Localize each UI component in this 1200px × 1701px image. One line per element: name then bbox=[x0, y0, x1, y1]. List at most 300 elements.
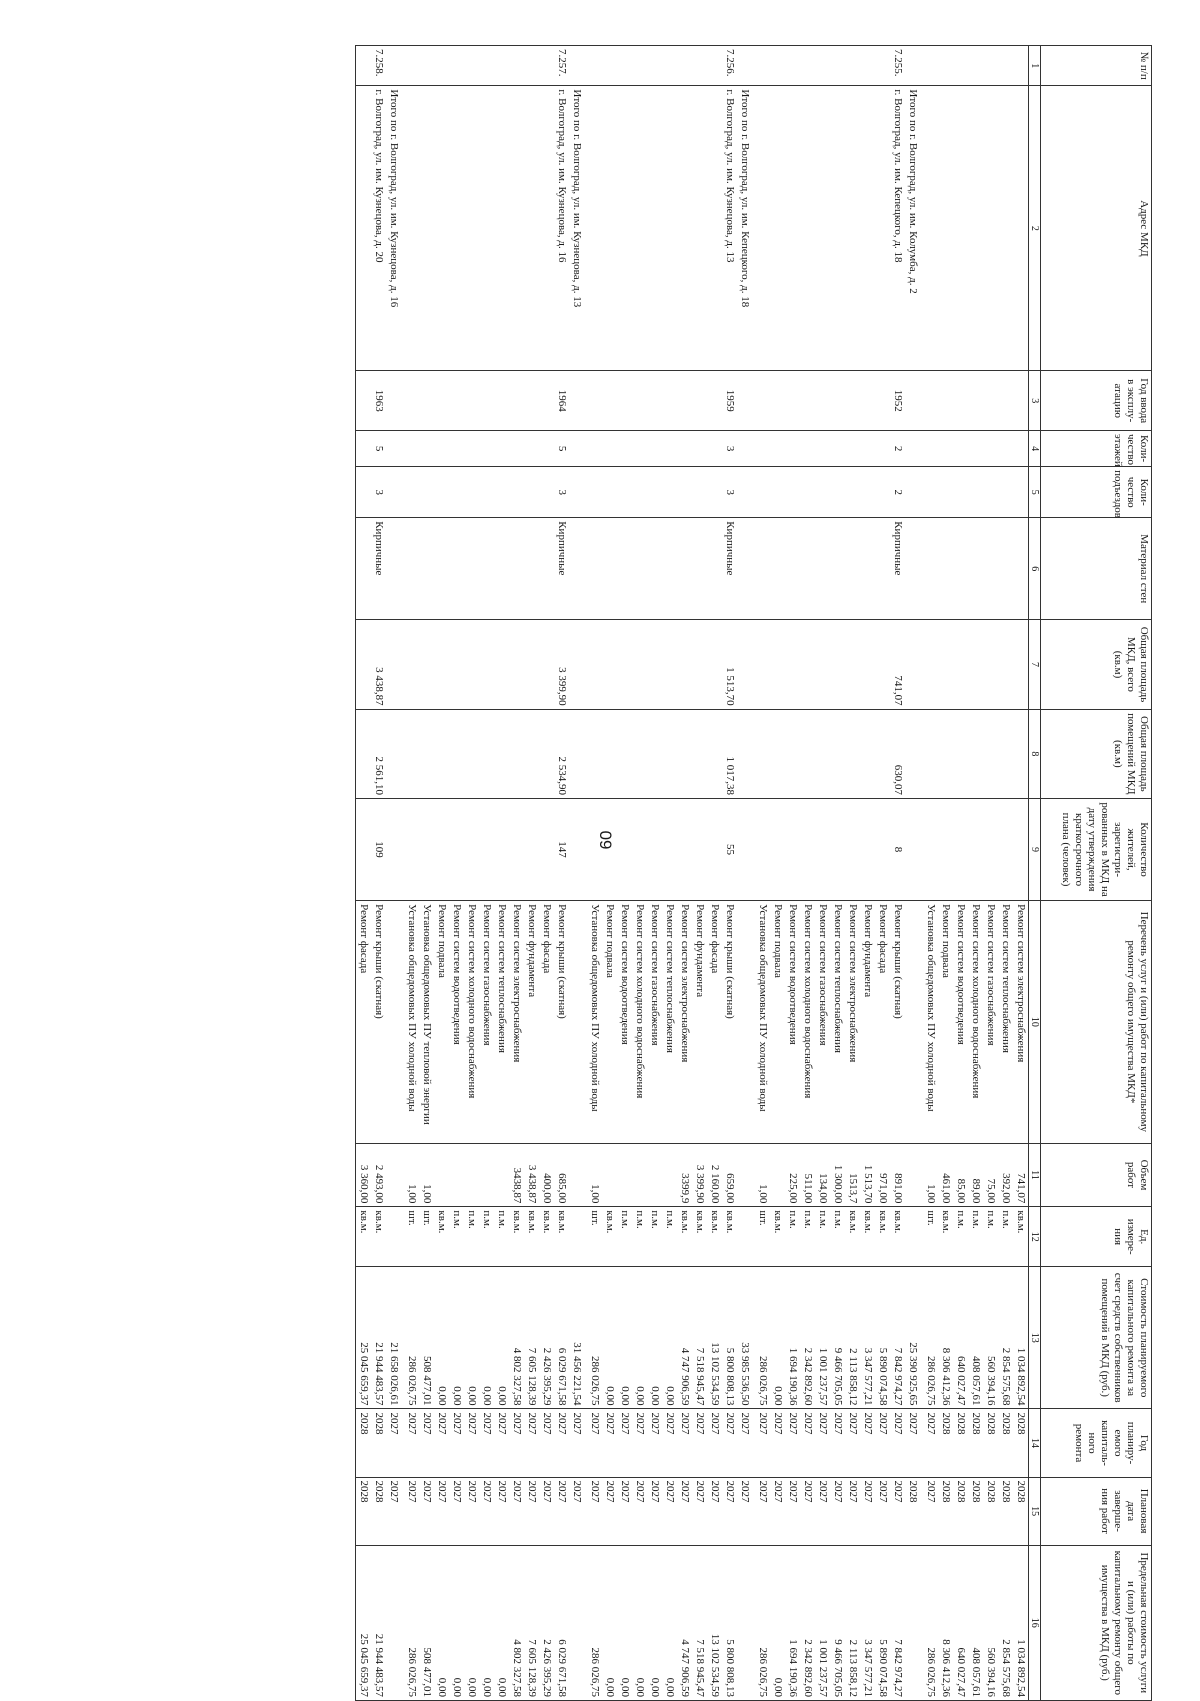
commission-year bbox=[983, 371, 998, 431]
entrances bbox=[905, 467, 923, 518]
work-type: Ремонт фасада bbox=[875, 901, 890, 1144]
max-cost: 2 113 858,12 bbox=[845, 1545, 860, 1700]
total-row bbox=[386, 46, 404, 1701]
wall-material bbox=[983, 518, 998, 620]
unit: п.м. bbox=[647, 1207, 662, 1267]
planned-cost: 31 456 221,54 bbox=[569, 1266, 587, 1409]
floors: 3 bbox=[722, 431, 737, 467]
entrances bbox=[983, 467, 998, 518]
max-cost: 1 001 237,57 bbox=[815, 1545, 830, 1700]
completion-date: 2028 bbox=[1013, 1477, 1029, 1545]
total-area bbox=[1013, 620, 1029, 709]
unit: кв.м. bbox=[692, 1207, 707, 1267]
max-cost: 508 477,01 bbox=[419, 1545, 434, 1700]
floors bbox=[509, 431, 524, 467]
total-area bbox=[479, 620, 494, 709]
floors bbox=[524, 431, 539, 467]
unit: п.м. bbox=[494, 1207, 509, 1267]
completion-date: 2027 bbox=[890, 1477, 905, 1545]
entrances bbox=[923, 467, 938, 518]
wall-material bbox=[509, 518, 524, 620]
total-area bbox=[509, 620, 524, 709]
premises-area bbox=[1013, 709, 1029, 798]
row-number bbox=[755, 46, 770, 86]
completion-date: 2028 bbox=[998, 1477, 1013, 1545]
address bbox=[509, 86, 524, 371]
wall-material bbox=[404, 518, 419, 620]
premises-area bbox=[755, 709, 770, 798]
address: Итого по г. Волгоград, ул. им. Колумба, д. 2 bbox=[905, 86, 923, 371]
wall-material bbox=[647, 518, 662, 620]
premises-area bbox=[707, 709, 722, 798]
commission-year bbox=[677, 371, 692, 431]
premises-area bbox=[434, 709, 449, 798]
entrances bbox=[632, 467, 647, 518]
column-header-12: Ед. измере- ния bbox=[1041, 1207, 1152, 1267]
entrances bbox=[938, 467, 953, 518]
planned-year: 2027 bbox=[845, 1409, 860, 1477]
column-header-11: Объем работ bbox=[1041, 1143, 1152, 1207]
unit: кв.м. bbox=[524, 1207, 539, 1267]
premises-area: 2 534,90 bbox=[554, 709, 569, 798]
unit: кв.м. bbox=[770, 1207, 785, 1267]
entrances bbox=[968, 467, 983, 518]
unit: кв.м. bbox=[602, 1207, 617, 1267]
floors bbox=[800, 431, 815, 467]
row-number bbox=[632, 46, 647, 86]
residents bbox=[386, 799, 404, 901]
premises-area bbox=[569, 709, 587, 798]
max-cost: 0,00 bbox=[434, 1545, 449, 1700]
row-number bbox=[785, 46, 800, 86]
column-number-13: 13 bbox=[1029, 1266, 1041, 1409]
completion-date: 2028 bbox=[953, 1477, 968, 1545]
work-volume: 392,00 bbox=[998, 1143, 1013, 1207]
residents: 8 bbox=[890, 799, 905, 901]
planned-cost: 7 842 974,27 bbox=[890, 1266, 905, 1409]
column-number-12: 12 bbox=[1029, 1207, 1041, 1267]
table-row bbox=[494, 46, 509, 1701]
column-header-8: Общая площадь помещений МКД (кв.м) bbox=[1041, 709, 1152, 798]
total-area: 1 513,70 bbox=[722, 620, 737, 709]
premises-area bbox=[494, 709, 509, 798]
unit: п.м. bbox=[662, 1207, 677, 1267]
column-number-2: 2 bbox=[1029, 86, 1041, 371]
wall-material bbox=[845, 518, 860, 620]
entrances: 3 bbox=[554, 467, 569, 518]
work-type: Ремонт подвала bbox=[602, 901, 617, 1144]
residents bbox=[569, 799, 587, 901]
planned-year: 2027 bbox=[404, 1409, 419, 1477]
total-area bbox=[647, 620, 662, 709]
wall-material bbox=[524, 518, 539, 620]
planned-year: 2027 bbox=[905, 1409, 923, 1477]
entrances bbox=[875, 467, 890, 518]
completion-date: 2027 bbox=[722, 1477, 737, 1545]
wall-material bbox=[830, 518, 845, 620]
completion-date: 2028 bbox=[983, 1477, 998, 1545]
entrances bbox=[602, 467, 617, 518]
work-type bbox=[737, 901, 755, 1144]
unit: п.м. bbox=[464, 1207, 479, 1267]
table-row bbox=[800, 46, 815, 1701]
work-volume: 511,00 bbox=[800, 1143, 815, 1207]
floors bbox=[923, 431, 938, 467]
residents bbox=[923, 799, 938, 901]
floors bbox=[587, 431, 602, 467]
max-cost: 286 026,75 bbox=[923, 1545, 938, 1700]
work-volume: 85,00 bbox=[953, 1143, 968, 1207]
planned-cost: 408 057,61 bbox=[968, 1266, 983, 1409]
commission-year bbox=[479, 371, 494, 431]
residents bbox=[662, 799, 677, 901]
floors bbox=[1013, 431, 1029, 467]
completion-date: 2028 bbox=[968, 1477, 983, 1545]
planned-cost: 2 426 395,29 bbox=[539, 1266, 554, 1409]
wall-material bbox=[998, 518, 1013, 620]
planned-year: 2027 bbox=[707, 1409, 722, 1477]
commission-year bbox=[539, 371, 554, 431]
total-area bbox=[632, 620, 647, 709]
floors bbox=[617, 431, 632, 467]
floors bbox=[953, 431, 968, 467]
wall-material: Кирпичные bbox=[722, 518, 737, 620]
planned-year: 2027 bbox=[632, 1409, 647, 1477]
row-number bbox=[692, 46, 707, 86]
work-type: Ремонт систем водоотведения bbox=[449, 901, 464, 1144]
row-number bbox=[998, 46, 1013, 86]
max-cost bbox=[386, 1545, 404, 1700]
table-row bbox=[371, 46, 386, 1701]
table-row bbox=[968, 46, 983, 1701]
table-row bbox=[464, 46, 479, 1701]
planned-year: 2027 bbox=[830, 1409, 845, 1477]
work-type: Ремонт крыши (скатная) bbox=[554, 901, 569, 1144]
premises-area bbox=[647, 709, 662, 798]
planned-year: 2027 bbox=[755, 1409, 770, 1477]
planned-year: 2027 bbox=[509, 1409, 524, 1477]
planned-cost: 8 306 412,36 bbox=[938, 1266, 953, 1409]
commission-year bbox=[707, 371, 722, 431]
max-cost: 2 426 395,29 bbox=[539, 1545, 554, 1700]
total-area bbox=[845, 620, 860, 709]
premises-area bbox=[449, 709, 464, 798]
address: Итого по г. Волгоград, ул. им. Кузнецова, д. 16 bbox=[386, 86, 404, 371]
unit: шт. bbox=[419, 1207, 434, 1267]
unit: п.м. bbox=[449, 1207, 464, 1267]
planned-cost: 0,00 bbox=[617, 1266, 632, 1409]
total-area bbox=[617, 620, 632, 709]
total-area bbox=[875, 620, 890, 709]
table-row bbox=[434, 46, 449, 1701]
total-area bbox=[707, 620, 722, 709]
entrances bbox=[815, 467, 830, 518]
table-row bbox=[509, 46, 524, 1701]
table-row bbox=[647, 46, 662, 1701]
planned-year: 2027 bbox=[722, 1409, 737, 1477]
page-number: 60 bbox=[596, 830, 616, 850]
total-area bbox=[524, 620, 539, 709]
total-area bbox=[434, 620, 449, 709]
row-number bbox=[356, 46, 372, 86]
planned-year: 2027 bbox=[875, 1409, 890, 1477]
floors bbox=[464, 431, 479, 467]
planned-year: 2027 bbox=[464, 1409, 479, 1477]
premises-area bbox=[737, 709, 755, 798]
planned-year: 2027 bbox=[662, 1409, 677, 1477]
wall-material bbox=[494, 518, 509, 620]
planned-cost: 0,00 bbox=[770, 1266, 785, 1409]
address bbox=[404, 86, 419, 371]
max-cost: 560 394,16 bbox=[983, 1545, 998, 1700]
work-type: Ремонт фасада bbox=[539, 901, 554, 1144]
premises-area bbox=[617, 709, 632, 798]
table-row bbox=[602, 46, 617, 1701]
commission-year bbox=[647, 371, 662, 431]
entrances bbox=[800, 467, 815, 518]
max-cost: 7 518 945,47 bbox=[692, 1545, 707, 1700]
planned-cost: 7 605 128,39 bbox=[524, 1266, 539, 1409]
planned-year: 2027 bbox=[890, 1409, 905, 1477]
entrances bbox=[356, 467, 372, 518]
entrances bbox=[953, 467, 968, 518]
work-type: Установка общедомовых ПУ холодной воды bbox=[755, 901, 770, 1144]
table-row bbox=[1013, 46, 1029, 1701]
total-area bbox=[923, 620, 938, 709]
row-number bbox=[449, 46, 464, 86]
completion-date: 2027 bbox=[860, 1477, 875, 1545]
residents bbox=[845, 799, 860, 901]
table-row bbox=[755, 46, 770, 1701]
planned-year: 2028 bbox=[356, 1409, 372, 1477]
row-number bbox=[875, 46, 890, 86]
column-header-14: Год планиру- емого капиталь- ного ремонта bbox=[1041, 1409, 1152, 1477]
wall-material bbox=[479, 518, 494, 620]
completion-date: 2027 bbox=[587, 1477, 602, 1545]
completion-date: 2027 bbox=[923, 1477, 938, 1545]
max-cost bbox=[569, 1545, 587, 1700]
completion-date: 2028 bbox=[371, 1477, 386, 1545]
address bbox=[998, 86, 1013, 371]
row-number: 7.258. bbox=[371, 46, 386, 86]
address: Итого по г. Волгоград, ул. им. Кузнецова, д. 13 bbox=[569, 86, 587, 371]
row-number: 7.256. bbox=[722, 46, 737, 86]
row-number bbox=[677, 46, 692, 86]
unit: кв.м. bbox=[707, 1207, 722, 1267]
completion-date: 2027 bbox=[830, 1477, 845, 1545]
table-row bbox=[524, 46, 539, 1701]
completion-date: 2027 bbox=[539, 1477, 554, 1545]
residents bbox=[647, 799, 662, 901]
unit: кв.м. bbox=[1013, 1207, 1029, 1267]
table-row bbox=[419, 46, 434, 1701]
row-number bbox=[569, 46, 587, 86]
max-cost bbox=[905, 1545, 923, 1700]
planned-year: 2028 bbox=[968, 1409, 983, 1477]
commission-year bbox=[905, 371, 923, 431]
commission-year bbox=[386, 371, 404, 431]
work-type: Ремонт подвала bbox=[938, 901, 953, 1144]
unit: кв.м. bbox=[845, 1207, 860, 1267]
max-cost: 8 306 412,36 bbox=[938, 1545, 953, 1700]
premises-area bbox=[830, 709, 845, 798]
address bbox=[785, 86, 800, 371]
work-type: Ремонт крыши (скатная) bbox=[890, 901, 905, 1144]
row-number bbox=[770, 46, 785, 86]
work-volume: 225,00 bbox=[785, 1143, 800, 1207]
work-volume: 1,00 bbox=[923, 1143, 938, 1207]
planned-year: 2027 bbox=[449, 1409, 464, 1477]
commission-year bbox=[755, 371, 770, 431]
commission-year bbox=[494, 371, 509, 431]
commission-year bbox=[434, 371, 449, 431]
completion-date: 2027 bbox=[677, 1477, 692, 1545]
floors bbox=[419, 431, 434, 467]
commission-year bbox=[632, 371, 647, 431]
work-type: Ремонт систем теплоснабжения bbox=[662, 901, 677, 1144]
table-row bbox=[692, 46, 707, 1701]
planned-cost: 0,00 bbox=[494, 1266, 509, 1409]
total-area bbox=[815, 620, 830, 709]
work-type: Ремонт систем теплоснабжения bbox=[830, 901, 845, 1144]
work-volume bbox=[494, 1143, 509, 1207]
residents bbox=[953, 799, 968, 901]
wall-material: Кирпичные bbox=[890, 518, 905, 620]
row-number bbox=[587, 46, 602, 86]
entrances bbox=[845, 467, 860, 518]
total-area bbox=[770, 620, 785, 709]
address bbox=[419, 86, 434, 371]
wall-material bbox=[875, 518, 890, 620]
row-number bbox=[983, 46, 998, 86]
total-area: 3 399,90 bbox=[554, 620, 569, 709]
address bbox=[815, 86, 830, 371]
address bbox=[923, 86, 938, 371]
floors bbox=[860, 431, 875, 467]
max-cost: 1 034 892,54 bbox=[1013, 1545, 1029, 1700]
table-row bbox=[998, 46, 1013, 1701]
column-header-7: Общая площадь МКД, всего (кв.м) bbox=[1041, 620, 1152, 709]
floors bbox=[755, 431, 770, 467]
floors bbox=[785, 431, 800, 467]
total-area bbox=[983, 620, 998, 709]
work-type: Ремонт фасада bbox=[356, 901, 372, 1144]
unit: кв.м. bbox=[677, 1207, 692, 1267]
planned-cost: 4 747 906,59 bbox=[677, 1266, 692, 1409]
commission-year bbox=[830, 371, 845, 431]
entrances bbox=[998, 467, 1013, 518]
wall-material bbox=[815, 518, 830, 620]
work-volume: 3 399,90 bbox=[692, 1143, 707, 1207]
commission-year bbox=[815, 371, 830, 431]
unit: шт. bbox=[587, 1207, 602, 1267]
wall-material bbox=[449, 518, 464, 620]
unit: п.м. bbox=[617, 1207, 632, 1267]
residents bbox=[815, 799, 830, 901]
planned-cost: 21 944 483,57 bbox=[371, 1266, 386, 1409]
column-number-8: 8 bbox=[1029, 709, 1041, 798]
address bbox=[587, 86, 602, 371]
commission-year bbox=[524, 371, 539, 431]
completion-date: 2027 bbox=[509, 1477, 524, 1545]
max-cost: 0,00 bbox=[479, 1545, 494, 1700]
work-volume bbox=[737, 1143, 755, 1207]
unit: п.м. bbox=[785, 1207, 800, 1267]
completion-date: 2027 bbox=[785, 1477, 800, 1545]
table-row bbox=[479, 46, 494, 1701]
planned-cost: 286 026,75 bbox=[404, 1266, 419, 1409]
planned-cost: 560 394,16 bbox=[983, 1266, 998, 1409]
residents: 147 bbox=[554, 799, 569, 901]
work-volume bbox=[602, 1143, 617, 1207]
total-area bbox=[938, 620, 953, 709]
residents bbox=[998, 799, 1013, 901]
unit: кв.м. bbox=[875, 1207, 890, 1267]
work-type: Ремонт систем водоотведения bbox=[953, 901, 968, 1144]
row-number bbox=[737, 46, 755, 86]
planned-year: 2027 bbox=[569, 1409, 587, 1477]
work-volume bbox=[386, 1143, 404, 1207]
max-cost: 6 029 671,58 bbox=[554, 1545, 569, 1700]
max-cost: 13 102 534,59 bbox=[707, 1545, 722, 1700]
premises-area bbox=[923, 709, 938, 798]
residents bbox=[905, 799, 923, 901]
wall-material bbox=[419, 518, 434, 620]
entrances bbox=[479, 467, 494, 518]
table-row bbox=[890, 46, 905, 1701]
planned-cost: 7 518 945,47 bbox=[692, 1266, 707, 1409]
work-volume bbox=[647, 1143, 662, 1207]
work-type: Ремонт фундамента bbox=[692, 901, 707, 1144]
address bbox=[830, 86, 845, 371]
max-cost: 0,00 bbox=[770, 1545, 785, 1700]
work-type: Ремонт систем холодного водоснабжения bbox=[632, 901, 647, 1144]
repair-plan-table bbox=[355, 45, 1152, 1701]
row-number bbox=[617, 46, 632, 86]
table-row bbox=[815, 46, 830, 1701]
planned-cost: 0,00 bbox=[602, 1266, 617, 1409]
work-type: Ремонт крыши (скатная) bbox=[371, 901, 386, 1144]
total-area bbox=[692, 620, 707, 709]
work-volume: 3399,9 bbox=[677, 1143, 692, 1207]
total-area bbox=[968, 620, 983, 709]
address bbox=[845, 86, 860, 371]
column-header-4: Коли- чество этажей bbox=[1041, 431, 1152, 467]
entrances bbox=[539, 467, 554, 518]
commission-year: 1964 bbox=[554, 371, 569, 431]
column-number-9: 9 bbox=[1029, 799, 1041, 901]
completion-date: 2027 bbox=[647, 1477, 662, 1545]
max-cost: 286 026,75 bbox=[755, 1545, 770, 1700]
premises-area bbox=[845, 709, 860, 798]
address bbox=[770, 86, 785, 371]
work-volume: 741,07 bbox=[1013, 1143, 1029, 1207]
floors bbox=[938, 431, 953, 467]
work-volume: 891,00 bbox=[890, 1143, 905, 1207]
table-row bbox=[554, 46, 569, 1701]
work-type: Ремонт фундамента bbox=[860, 901, 875, 1144]
premises-area: 630,07 bbox=[890, 709, 905, 798]
total-area: 741,07 bbox=[890, 620, 905, 709]
wall-material bbox=[662, 518, 677, 620]
planned-cost: 5 890 074,58 bbox=[875, 1266, 890, 1409]
address bbox=[632, 86, 647, 371]
wall-material bbox=[569, 518, 587, 620]
premises-area bbox=[785, 709, 800, 798]
header-row bbox=[1041, 46, 1152, 1701]
planned-cost: 6 029 671,58 bbox=[554, 1266, 569, 1409]
work-volume: 89,00 bbox=[968, 1143, 983, 1207]
